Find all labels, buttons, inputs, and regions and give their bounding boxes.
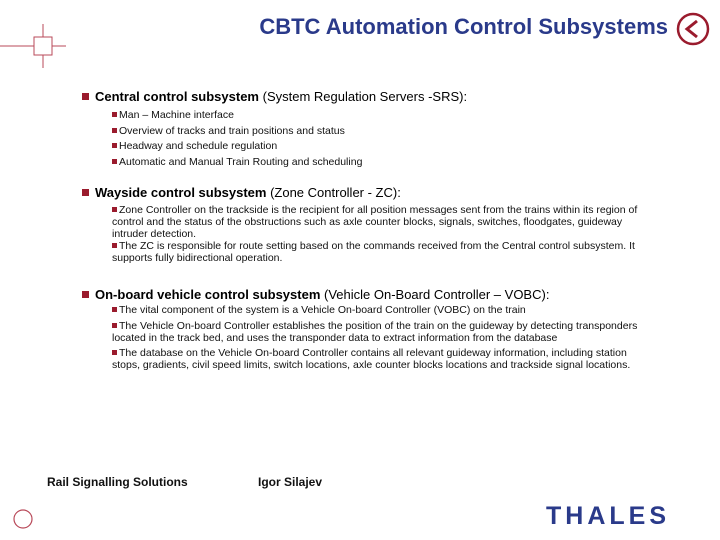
section-items-wayside xyxy=(112,205,652,265)
section-heading-rest: (System Regulation Servers -SRS): xyxy=(259,89,468,104)
section-heading-onboard xyxy=(82,287,549,302)
section-heading-wayside xyxy=(82,185,401,200)
slide-title: CBTC Automation Control Subsystems xyxy=(259,14,668,39)
bullet-marker xyxy=(82,291,89,298)
section-heading-rest: (Zone Controller - ZC): xyxy=(266,185,401,200)
list-item: Man – Machine interface xyxy=(112,108,672,124)
list-item: Automatic and Manual Train Routing and scheduling xyxy=(112,155,672,171)
list-item: Zone Controller on the trackside is the recipient for all position messages sent from the trains within its region of control and the status of the obstructions such as axle counter blocks, signals, switches, floodgates, guideway intruder detection. xyxy=(112,204,638,240)
circle-decoration xyxy=(11,507,35,531)
footer-author: Igor Silajev xyxy=(258,475,323,489)
list-item: Overview of tracks and train positions and status xyxy=(112,124,672,140)
section-items-onboard xyxy=(112,305,652,372)
back-arrow-icon[interactable] xyxy=(676,12,710,46)
bullet-marker xyxy=(82,93,89,100)
section-heading-bold: Central control subsystem xyxy=(95,89,259,104)
list-item: The Vehicle On-board Controller establishes the position of the train on the guideway by detecting transponders located in the track bed, and uses the transponder data to extract information from the database xyxy=(112,319,638,344)
list-item: Headway and schedule regulation xyxy=(112,139,672,155)
footer-company: Rail Signalling Solutions xyxy=(47,475,188,489)
bullet-marker xyxy=(82,189,89,196)
section-heading-central xyxy=(82,89,467,104)
section-heading-bold: On-board vehicle control subsystem xyxy=(95,287,321,302)
list-item: The vital component of the system is a Vehicle On-board Controller (VOBC) on the train xyxy=(112,305,652,317)
section-heading-bold: Wayside control subsystem xyxy=(95,185,267,200)
list-item: The database on the Vehicle On-board Controller contains all relevant guideway information, including station stops, gradients, civil speed limits, switch locations, axle counter blocks locations and trackside signal locations. xyxy=(112,347,631,372)
thales-logo: THALES xyxy=(546,502,670,530)
list-item: The ZC is responsible for route setting based on the commands received from the Central control subsystem. It supports fully bidirectional operation. xyxy=(112,240,635,265)
section-heading-rest: (Vehicle On-Board Controller – VOBC): xyxy=(320,287,550,302)
section-items-central xyxy=(112,108,672,170)
